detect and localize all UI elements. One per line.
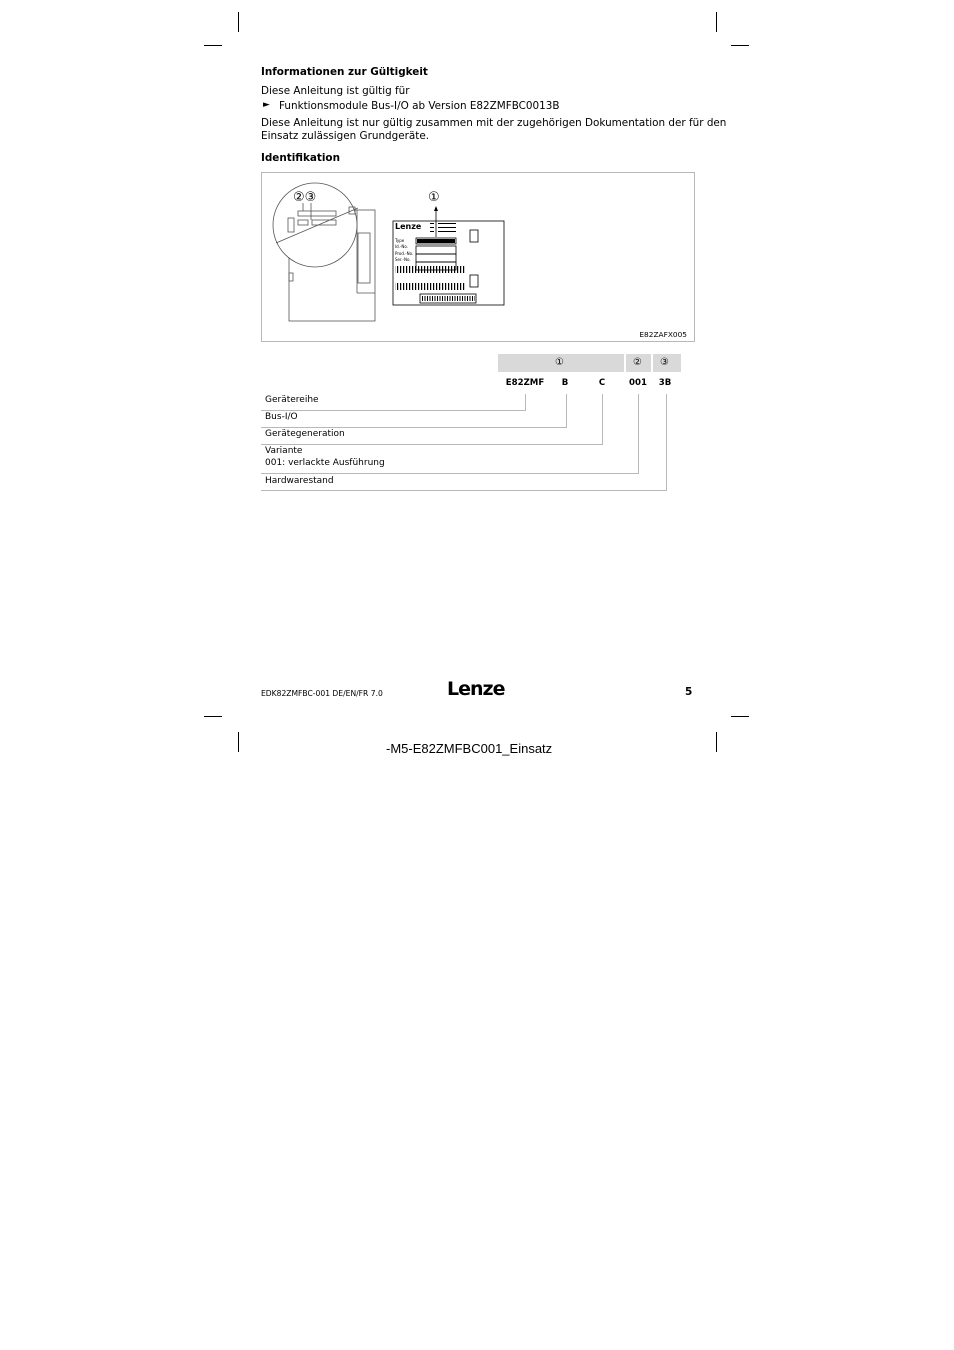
row-line-series [261, 410, 526, 411]
crop-mark [238, 12, 239, 32]
footer-doc-id: EDK82ZMFBC-001 DE/EN/FR 7.0 [261, 689, 383, 698]
nameplate-field-id: Id.-No. [395, 244, 409, 249]
connector-series [525, 394, 526, 411]
nameplate-logo: Lenze [395, 222, 422, 231]
row-label-series: Gerätereihe [265, 395, 319, 405]
code-group3-label: ③ [660, 357, 669, 368]
nameplate-field-type: Type [395, 238, 405, 243]
row-line-variant [261, 473, 639, 474]
validity-note-line2: Einsatz zulässigen Grundgeräte. [261, 130, 430, 142]
callout-1-label: ① [428, 190, 440, 205]
validity-heading: Informationen zur Gültigkeit [261, 66, 428, 78]
identification-heading: Identifikation [261, 152, 340, 164]
row-sublabel-variant: 001: verlackte Ausführung [265, 458, 385, 468]
crop-mark [716, 12, 717, 32]
code-generation: C [598, 378, 606, 388]
row-label-generation: Gerätegeneration [265, 429, 345, 439]
row-line-hardware [261, 490, 667, 491]
crop-mark [204, 45, 222, 46]
bottom-caption: -M5-E82ZMFBC001_Einsatz [386, 741, 553, 756]
row-label-variant: Variante [265, 446, 303, 456]
crop-mark [716, 732, 717, 752]
connector-generation [602, 394, 603, 445]
code-type: B [561, 378, 569, 388]
figure-code: E82ZAFX005 [639, 330, 687, 339]
crop-mark [238, 732, 239, 752]
row-line-generation [261, 444, 603, 445]
code-hardware: 3B [658, 378, 672, 388]
connector-busio [566, 394, 567, 428]
callout-23-label: ②③ [293, 190, 317, 205]
validity-note-line1: Diese Anleitung ist nur gültig zusammen mit der zugehörigen Dokumentation der für den [261, 117, 727, 129]
crop-mark [204, 716, 222, 717]
row-line-busio [261, 427, 567, 428]
code-group1-label: ① [555, 357, 564, 368]
validity-bullet: Funktionsmodule Bus-I/O ab Version E82ZMFBC0013B [279, 100, 560, 112]
identification-figure [261, 172, 695, 342]
crop-mark [731, 45, 749, 46]
device-drawing [262, 173, 694, 341]
page-number: 5 [685, 686, 693, 698]
nameplate-field-prod: Prod.-No. [395, 251, 414, 256]
row-label-busio: Bus-I/O [265, 412, 298, 422]
bullet-arrow-icon: ► [263, 100, 270, 110]
crop-mark [731, 716, 749, 717]
code-group2-label: ② [633, 357, 642, 368]
validity-intro: Diese Anleitung ist gültig für [261, 85, 410, 97]
row-label-hardware: Hardwarestand [265, 476, 334, 486]
connector-hardware [666, 394, 667, 491]
footer-logo: Lenze [447, 678, 505, 700]
code-series: E82ZMF [505, 378, 545, 388]
code-variant: 001 [629, 378, 647, 388]
nameplate-field-ser: Ser.-No. [395, 257, 411, 262]
connector-variant [638, 394, 639, 474]
